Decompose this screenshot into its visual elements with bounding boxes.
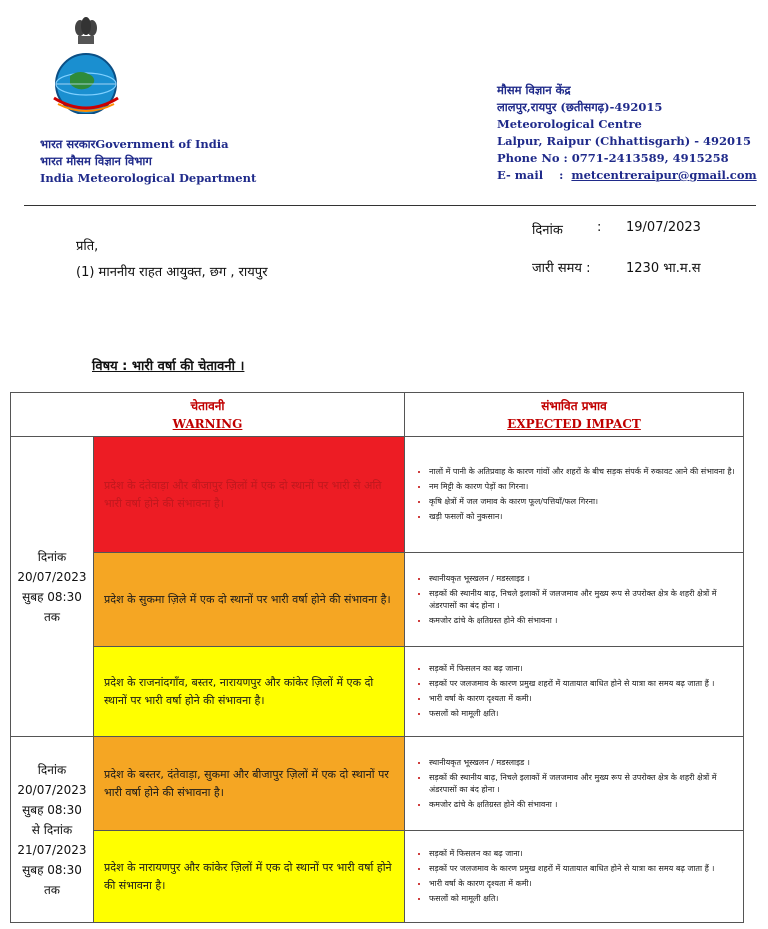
impact-header xyxy=(405,393,744,437)
date-text: दिनांक xyxy=(37,762,67,777)
warning-orange: प्रदेश के बस्तर, दंतेवाड़ा, सुकमा और बीजापुर ज़िलों में एक दो स्थानों पर भारी वर्षा होने की संभावना है। xyxy=(94,737,405,831)
email-sep: : xyxy=(559,168,564,182)
table-row xyxy=(11,553,744,647)
warning-header xyxy=(11,393,405,437)
date-text: तक xyxy=(43,609,61,624)
gov-hindi: भारत सरकार xyxy=(40,137,96,151)
impact-cell xyxy=(405,647,744,737)
impact-cell xyxy=(405,831,744,923)
header-left xyxy=(40,136,256,187)
email-label: E- mail xyxy=(497,168,544,182)
impact-item: • कृषि क्षेत्रों में जल जमाव के कारण फूल/पत्तियाँ/फल गिरना। xyxy=(429,496,737,508)
centre-hindi: मौसम विज्ञान केंद्र xyxy=(497,83,571,97)
address-hindi: लालपुर,रायपुर (छतीसगढ़)-492015 xyxy=(497,100,663,114)
date-text: सुबह 08:30 xyxy=(22,802,82,817)
impact-item: • स्थानीयकृत भूस्खलन / मडस्लाइड । xyxy=(429,573,737,585)
imd-logo xyxy=(40,14,132,114)
ashoka-emblem-icon xyxy=(75,17,97,44)
email-link[interactable]: metcentreraipur@gmail.com xyxy=(571,168,757,182)
table-header-row xyxy=(11,393,744,437)
date-text: से दिनांक xyxy=(31,822,73,837)
impact-item: • फसलों को मामूली क्षति। xyxy=(429,893,737,905)
impact-item: • भारी वर्षा के कारण दृश्यता में कमी। xyxy=(429,693,737,705)
impact-item: • खड़ी फसलों को नुकसान। xyxy=(429,511,737,523)
date-text: सुबह 08:30 xyxy=(22,862,82,877)
date-text: तक xyxy=(43,882,61,897)
warning-header-hi: चेतावनी xyxy=(190,398,225,413)
address-english: Lalpur, Raipur (Chhattisgarh) - 492015 xyxy=(497,134,752,148)
impact-item: • सड़कों पर जलजमाव के कारण प्रमुख शहरों में यातायात बाधित होने से यात्रा का समय बढ़ जाता हैं । xyxy=(429,863,737,875)
issue-time-value: 1230 भा.म.स xyxy=(626,261,701,276)
header-left-line1 xyxy=(40,136,256,153)
table-row xyxy=(11,737,744,831)
email-line xyxy=(497,167,757,184)
impact-cell xyxy=(405,553,744,647)
impact-item: • सड़कों की स्थानीय बाढ़, निचले इलाकों में जलजमाव और मुख्य रूप से उपरोक्त क्षेत्र के शहरी क्षेत्रों में अंडरपासों का बंद होना । xyxy=(429,588,737,612)
subject-line: विषय : भारी वर्षा की चेतावनी । xyxy=(92,359,245,374)
impact-item: • सड़कों में फिसलन का बढ़ जाना। xyxy=(429,663,737,675)
impact-item: • स्थानीयकृत भूस्खलन / मडस्लाइड । xyxy=(429,757,737,769)
impact-item: • कमजोर ढांचे के क्षतिग्रस्त होने की संभावना । xyxy=(429,799,737,811)
date-text: 20/07/2023 xyxy=(17,569,87,584)
warning-red: प्रदेश के दंतेवाड़ा और बीजापुर ज़िलों में एक दो स्थानों पर भारी से अति भारी वर्षा होने की संभावना है। xyxy=(94,437,405,553)
header-divider xyxy=(24,205,756,206)
date-label: दिनांक xyxy=(532,223,563,238)
impact-item: • कमजोर ढांचे के क्षतिग्रस्त होने की संभावना । xyxy=(429,615,737,627)
impact-item: • सड़कों पर जलजमाव के कारण प्रमुख शहरों में यातायात बाधित होने से यात्रा का समय बढ़ जाता हैं । xyxy=(429,678,737,690)
warning-yellow: प्रदेश के राजनांदगाँव, बस्तर, नारायणपुर और कांकेर ज़िलों में एक दो स्थानों पर भारी वर्षा होने की संभावना है। xyxy=(94,647,405,737)
date-text: 21/07/2023 xyxy=(17,842,87,857)
warning-table xyxy=(10,392,744,923)
date-sep: : xyxy=(597,220,602,235)
table-row xyxy=(11,647,744,737)
table-row xyxy=(11,831,744,923)
to-label: प्रति, xyxy=(76,239,99,254)
centre-english: Meteorological Centre xyxy=(497,117,642,131)
header-right xyxy=(497,82,757,184)
impact-item: • सड़कों की स्थानीय बाढ़, निचले इलाकों में जलजमाव और मुख्य रूप से उपरोक्त क्षेत्र के शहरी क्षेत्रों में अंडरपासों का बंद होना । xyxy=(429,772,737,796)
impact-item: • फसलों को मामूली क्षति। xyxy=(429,708,737,720)
recipient: (1) माननीय राहत आयुक्त, छग , रायपुर xyxy=(76,265,268,280)
date-cell-2 xyxy=(11,737,94,923)
impact-item: • सड़कों में फिसलन का बढ़ जाना। xyxy=(429,848,737,860)
impact-header-en: EXPECTED IMPACT xyxy=(507,416,641,431)
impact-header-hi: संभावित प्रभाव xyxy=(541,398,607,413)
impact-cell xyxy=(405,437,744,553)
warning-header-en: WARNING xyxy=(172,416,243,431)
phone-numbers: Phone No : 0771-2413589, 4915258 xyxy=(497,151,729,165)
date-text: दिनांक xyxy=(37,549,67,564)
impact-item: • नम मिट्टी के कारण पेड़ों का गिरना। xyxy=(429,481,737,493)
impact-item: • नालों में पानी के अतिप्रवाह के कारण गांवों और शहरों के बीच सड़क संपर्क में रुकावट आने की संभावना है। xyxy=(429,466,737,478)
date-text: सुबह 08:30 xyxy=(22,589,82,604)
impact-item: • भारी वर्षा के कारण दृश्यता में कमी। xyxy=(429,878,737,890)
impact-cell xyxy=(405,737,744,831)
gov-english: Government of India xyxy=(95,137,229,151)
date-value: 19/07/2023 xyxy=(626,220,701,235)
warning-orange: प्रदेश के सुकमा ज़िले में एक दो स्थानों पर भारी वर्षा होने की संभावना है। xyxy=(94,553,405,647)
date-cell-1 xyxy=(11,437,94,737)
date-text: 20/07/2023 xyxy=(17,782,87,797)
warning-yellow: प्रदेश के नारायणपुर और कांकेर ज़िलों में एक दो स्थानों पर भारी वर्षा होने की संभावना है। xyxy=(94,831,405,923)
table-row xyxy=(11,437,744,553)
issue-time-label: जारी समय : xyxy=(532,261,591,276)
imd-english: India Meteorological Department xyxy=(40,171,257,185)
imd-hindi: भारत मौसम विज्ञान विभाग xyxy=(40,154,152,168)
